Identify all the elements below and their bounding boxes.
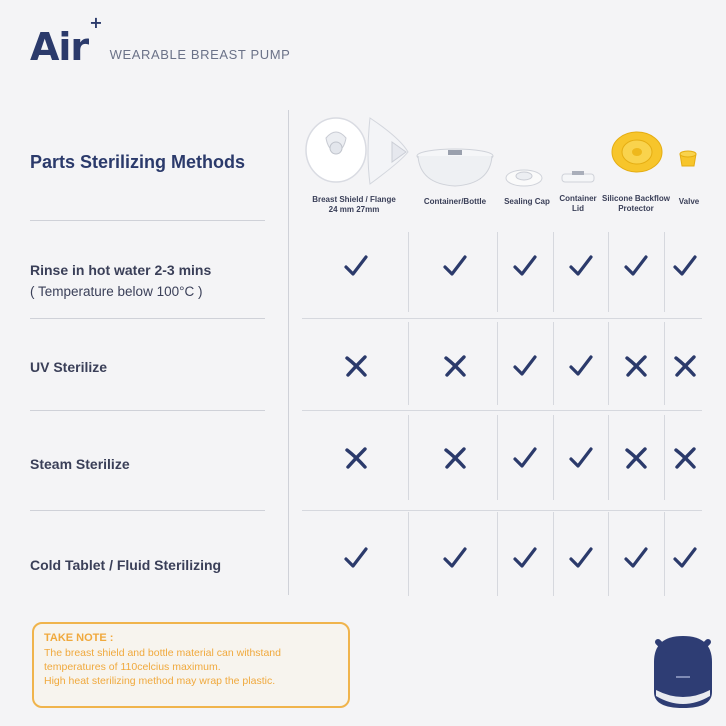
part-label-container-lid: Container Lid bbox=[559, 194, 597, 213]
note-title: TAKE NOTE : bbox=[44, 632, 114, 644]
grid-column-divider bbox=[664, 322, 665, 405]
check-icon bbox=[672, 253, 698, 279]
part-label-sealing-cap: Sealing Cap bbox=[504, 197, 550, 206]
valve-image bbox=[677, 148, 699, 175]
grid-row-divider bbox=[302, 510, 702, 511]
check-icon bbox=[512, 545, 538, 571]
breast-shield-image bbox=[300, 108, 412, 193]
method-label-uv: UV Sterilize bbox=[30, 359, 108, 375]
divider bbox=[30, 510, 265, 511]
grid-column-divider bbox=[608, 415, 609, 500]
check-icon bbox=[568, 353, 594, 379]
cross-icon bbox=[343, 445, 369, 471]
grid-column-divider bbox=[408, 512, 409, 596]
grid-column-divider bbox=[497, 512, 498, 596]
divider bbox=[30, 410, 265, 411]
check-icon bbox=[442, 253, 468, 279]
check-icon bbox=[512, 445, 538, 471]
air-logo: Air+ bbox=[30, 13, 102, 69]
method-label-steam: Steam Sterilize bbox=[30, 456, 130, 472]
check-icon bbox=[343, 253, 369, 279]
method-label-rinse: Rinse in hot water 2-3 mins ( Temperature below 100°C ) bbox=[30, 262, 212, 299]
check-icon bbox=[512, 253, 538, 279]
brand-subtitle: WEARABLE BREAST PUMP bbox=[109, 47, 291, 62]
brand-header bbox=[30, 13, 291, 69]
check-icon bbox=[568, 545, 594, 571]
grid-column-divider bbox=[497, 322, 498, 405]
part-label-backflow-protector: Silicone Backflow Protector bbox=[601, 194, 671, 213]
check-icon bbox=[623, 253, 649, 279]
method-sublabel: ( Temperature below 100°C ) bbox=[30, 284, 203, 299]
check-icon bbox=[623, 545, 649, 571]
grid-column-divider bbox=[553, 322, 554, 405]
grid-column-divider bbox=[408, 232, 409, 312]
note-line: temperatures of 110celcius maximum. bbox=[44, 661, 221, 674]
grid-column-divider bbox=[497, 232, 498, 312]
grid-column-divider bbox=[553, 232, 554, 312]
part-label-breast-shield: Breast Shield / Flange 24 mm 27mm bbox=[312, 195, 396, 214]
note-line: The breast shield and bottle material can withstand bbox=[44, 647, 281, 659]
column-divider bbox=[288, 110, 289, 595]
grid-column-divider bbox=[608, 512, 609, 596]
grid-column-divider bbox=[553, 512, 554, 596]
grid-column-divider bbox=[608, 232, 609, 312]
check-icon bbox=[568, 253, 594, 279]
check-icon bbox=[442, 545, 468, 571]
take-note-box bbox=[32, 622, 350, 708]
cross-icon bbox=[672, 353, 698, 379]
cross-icon bbox=[623, 353, 649, 379]
part-label-valve: Valve bbox=[678, 197, 700, 206]
grid-column-divider bbox=[408, 415, 409, 500]
backflow-protector-image bbox=[610, 130, 664, 179]
container-bottle-image bbox=[414, 148, 496, 193]
container-lid-image bbox=[560, 170, 596, 191]
grid-row-divider bbox=[302, 410, 702, 411]
note-line: High heat sterilizing method may wrap the plastic. bbox=[44, 675, 276, 688]
cross-icon bbox=[343, 353, 369, 379]
grid-row-divider bbox=[302, 318, 702, 319]
grid-column-divider bbox=[608, 322, 609, 405]
divider bbox=[30, 220, 265, 221]
check-icon bbox=[672, 545, 698, 571]
breast-pump-device-image bbox=[648, 632, 718, 717]
check-icon bbox=[512, 353, 538, 379]
grid-column-divider bbox=[664, 232, 665, 312]
page-title: Parts Sterilizing Methods bbox=[30, 152, 246, 172]
part-label-container-bottle: Container/Bottle bbox=[423, 197, 487, 206]
cross-icon bbox=[442, 445, 468, 471]
check-icon bbox=[568, 445, 594, 471]
divider bbox=[30, 318, 265, 319]
cross-icon bbox=[623, 445, 649, 471]
grid-column-divider bbox=[553, 415, 554, 500]
grid-column-divider bbox=[497, 415, 498, 500]
grid-column-divider bbox=[408, 322, 409, 405]
cross-icon bbox=[672, 445, 698, 471]
grid-column-divider bbox=[664, 415, 665, 500]
method-label-cold: Cold Tablet / Fluid Sterilizing bbox=[30, 557, 222, 573]
check-icon bbox=[343, 545, 369, 571]
grid-column-divider bbox=[664, 512, 665, 596]
sealing-cap-image bbox=[504, 166, 544, 195]
cross-icon bbox=[442, 353, 468, 379]
